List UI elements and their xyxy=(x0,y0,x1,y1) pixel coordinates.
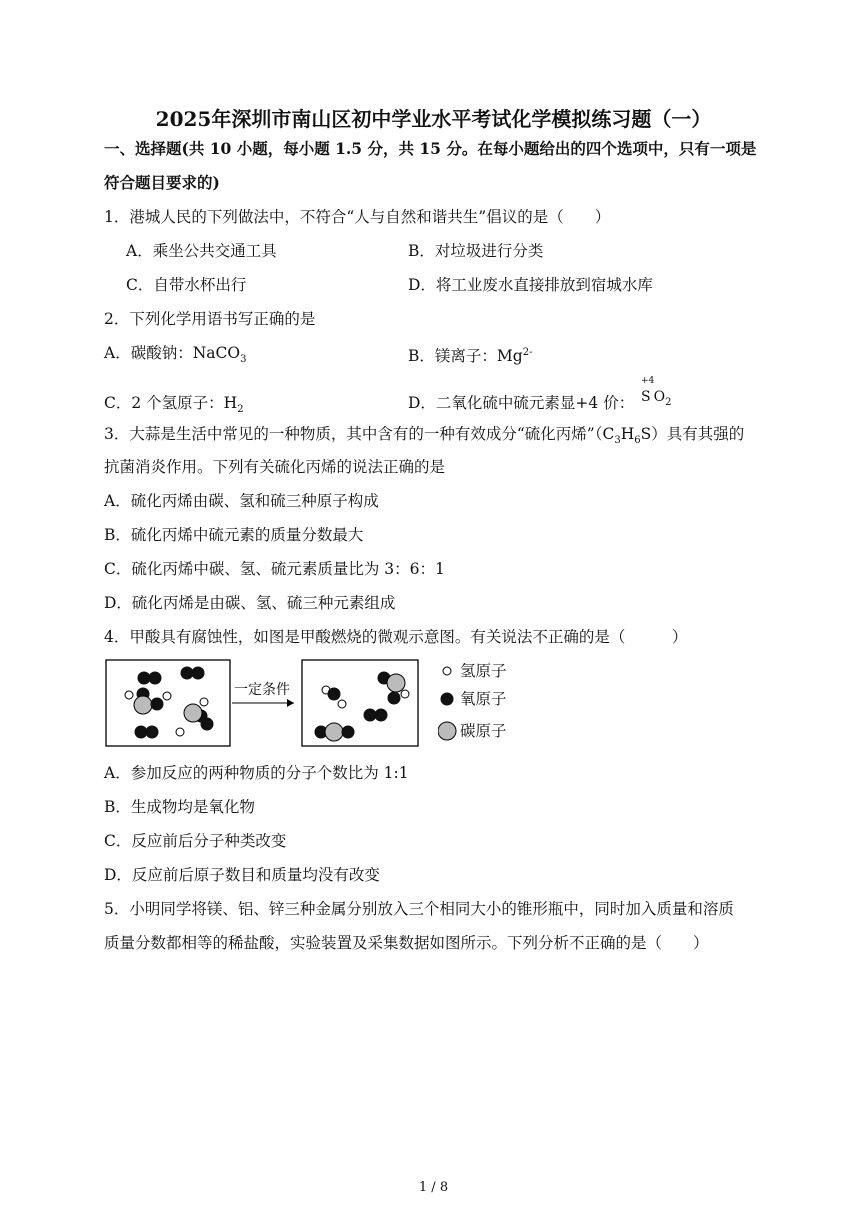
q4-stem: 4．甲酸具有腐蚀性，如图是甲酸燃烧的微观示意图。有关说法不正确的是（ ） xyxy=(104,628,688,646)
q2-a-subscript: 3 xyxy=(240,354,247,366)
reactant-o2-molecule xyxy=(138,672,162,685)
q4-option-a: A．参加反应的两种物质的分子个数比为 1:1 xyxy=(104,764,409,782)
legend-hydrogen-label: 氢原子 xyxy=(460,662,507,680)
section-heading-line2: 符合题目要求的) xyxy=(104,173,220,192)
q2-a-label: A．碳酸钠： xyxy=(104,344,193,362)
q2-a-formula: NaCO xyxy=(192,344,241,362)
product-co2-molecule xyxy=(378,672,406,693)
product-o2-molecule xyxy=(364,709,388,722)
q2-option-d xyxy=(408,392,634,414)
q2-option-c xyxy=(104,392,244,421)
q2-b-label: B．镁离子： xyxy=(408,347,497,366)
q1-option-c: C．自带水杯出行 xyxy=(126,276,247,294)
q3-stem-part1: 3．大蒜是生活中常见的一种物质，其中含有的一种有效成分“硫化丙烯”（C xyxy=(104,425,615,443)
q2-c-label: C．2 个氢原子： xyxy=(104,394,224,412)
q2-d-subscript: 2 xyxy=(665,396,672,408)
q5-stem-line1: 5．小明同学将镁、铝、锌三种金属分别放入三个相同大小的锥形瓶中，同时加入质量和溶质 xyxy=(104,900,734,918)
q4-option-d: D．反应前后原子数目和质量均没有改变 xyxy=(104,866,380,884)
q3-sub-h: 6 xyxy=(634,435,641,447)
q3-option-a: A．硫化丙烯由碳、氢和硫三种原子构成 xyxy=(104,492,379,510)
q4-option-b: B．生成物均是氧化物 xyxy=(104,798,255,816)
page-number: 1 / 8 xyxy=(418,1180,449,1195)
q2-d-label: D．二氧化硫中硫元素显+4 价： xyxy=(408,394,635,412)
q2-b-superscript: 2- xyxy=(522,347,533,358)
carbon-atom-icon xyxy=(438,722,456,740)
q3-stem-part2: H xyxy=(620,425,635,443)
q3-stem-part3: S）具有其强的 xyxy=(640,425,745,443)
q2-stem: 2．下列化学用语书写正确的是 xyxy=(104,310,316,328)
reactant-formic-acid-molecule xyxy=(125,688,171,715)
reaction-arrowhead xyxy=(287,699,294,707)
reactant-formic-acid-molecule xyxy=(176,698,214,736)
q4-option-c: C．反应前后分子种类改变 xyxy=(104,832,287,850)
section-heading-line1: 一、选择题(共 10 小题，每小题 1.5 分，共 15 分。在每小题给出的四个选项中，只有一项是 xyxy=(104,139,757,158)
q1-stem: 1．港城人民的下列做法中，不符合“人与自然和谐共生”倡议的是（ ） xyxy=(104,208,611,226)
q2-d-sulfur: S xyxy=(641,389,651,405)
q3-option-d: D．硫化丙烯是由碳、氢、硫三种元素组成 xyxy=(104,594,396,612)
product-water-molecule xyxy=(322,686,346,708)
arrow-label: 一定条件 xyxy=(234,682,290,698)
q3-stem-line1 xyxy=(104,423,744,452)
q2-option-a xyxy=(104,342,246,371)
atom-legend xyxy=(438,660,538,746)
q3-stem-line2: 抗菌消炎作用。下列有关硫化丙烯的说法正确的是 xyxy=(104,458,446,476)
q2-b-formula: Mg xyxy=(496,347,523,366)
product-co2-molecule xyxy=(315,723,355,741)
q2-c-formula: H xyxy=(223,394,238,412)
q2-d-valence: +4 xyxy=(641,376,655,386)
q5-stem-line2: 质量分数都相等的稀盐酸，实验装置及采集数据如图所示。下列分析不正确的是（ ） xyxy=(104,934,709,952)
q3-option-c: C．硫化丙烯中碳、氢、硫元素质量比为 3：6：1 xyxy=(104,560,445,578)
q3-sub-c: 3 xyxy=(614,435,621,447)
q2-option-b xyxy=(408,342,532,367)
q1-option-a: A．乘坐公共交通工具 xyxy=(126,242,277,260)
q1-option-b: B．对垃圾进行分类 xyxy=(408,242,544,260)
q2-d-formula xyxy=(641,386,671,414)
reactants-box xyxy=(106,660,230,746)
legend-carbon-label: 碳原子 xyxy=(460,722,507,740)
oxygen-atom-icon xyxy=(441,693,454,706)
page-title: 2025年深圳市南山区初中学业水平考试化学模拟练习题（一） xyxy=(155,107,712,131)
q2-c-subscript: 2 xyxy=(237,404,244,416)
q3-option-b: B．硫化丙烯中硫元素的质量分数最大 xyxy=(104,526,364,544)
hydrogen-atom-icon xyxy=(443,667,451,675)
legend-oxygen-label: 氧原子 xyxy=(460,690,507,708)
q2-d-oxygen: O xyxy=(653,389,666,405)
reactant-o2-molecule xyxy=(181,667,205,680)
reactant-o2-molecule xyxy=(135,726,159,739)
q1-option-d: D．将工业废水直接排放到宿城水库 xyxy=(408,276,653,294)
